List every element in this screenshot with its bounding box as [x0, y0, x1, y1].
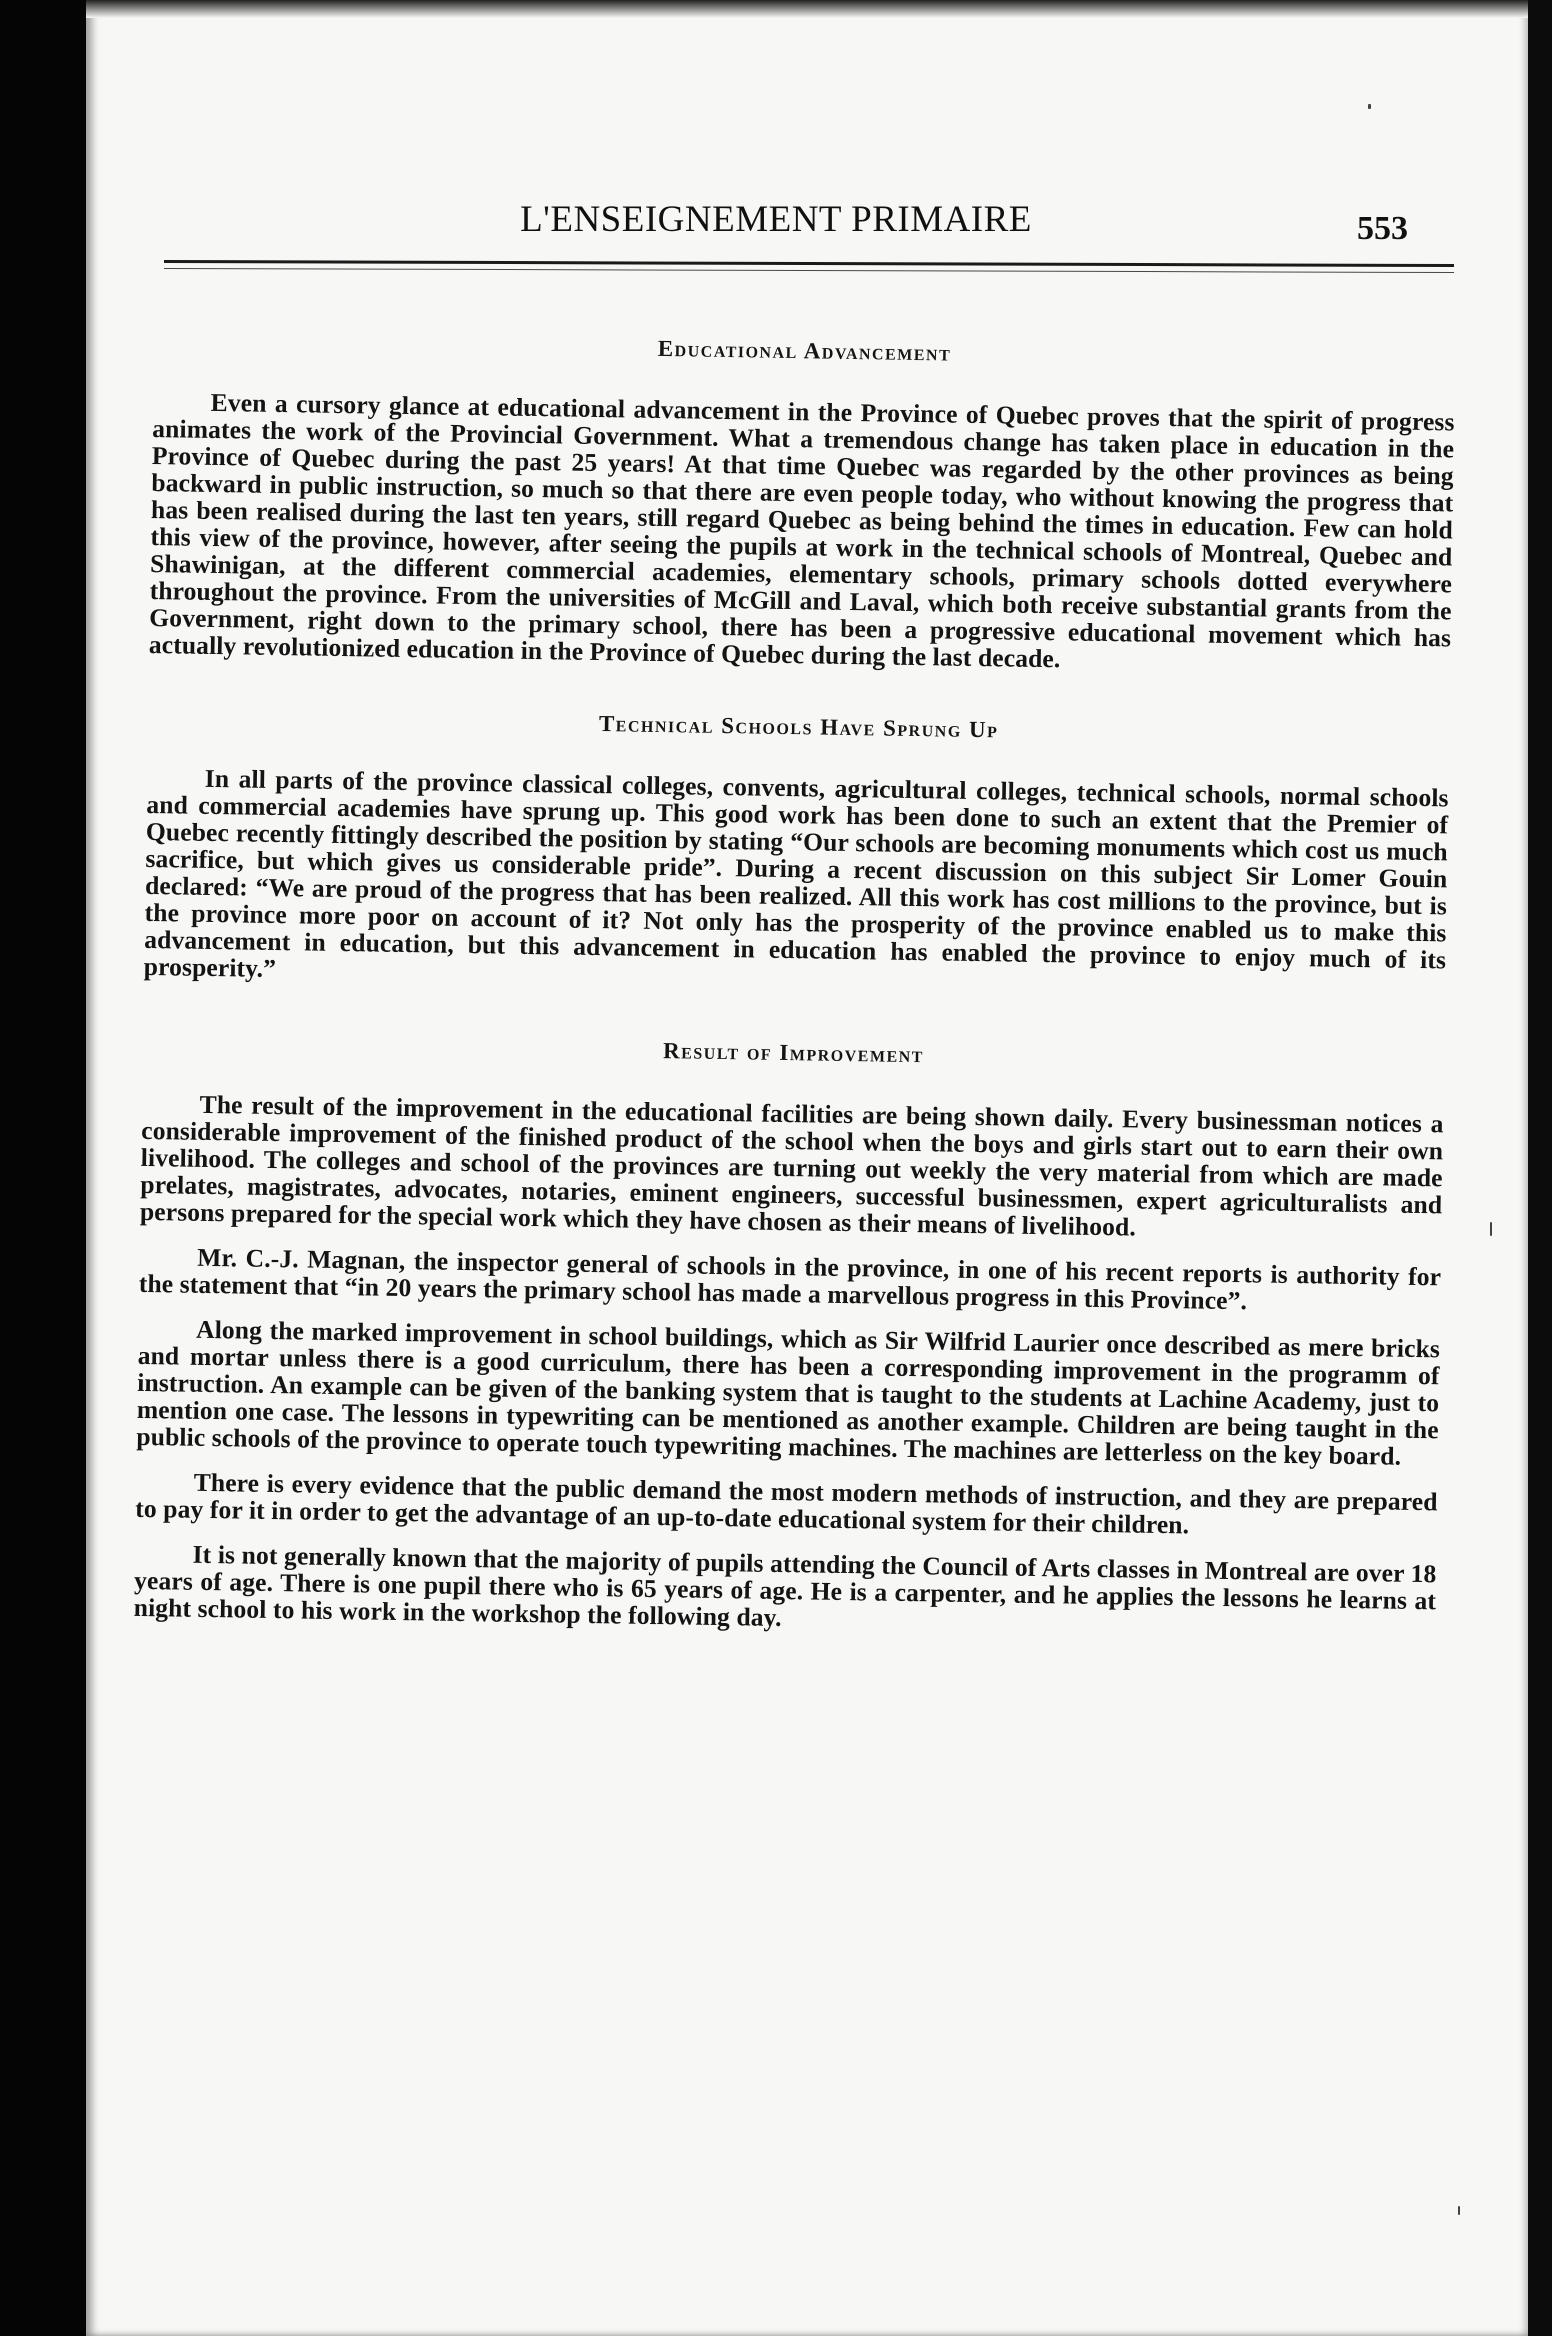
paragraph: In all parts of the province classical colleges, convents, agricultural colleges, technical schools, normal schools and commercial academies have sprung up. This good work has been done to such an extent that the Premier of Quebec recently fittingly described the position by stating “Our schools are becoming monuments which cost us much sacrifice, but which gives us considerable pride”. During a recent discussion on this subject Sir Lomer Gouin declared: “We are proud of the progress that has been realized. All this work has cost millions to the province, but is the province more poor on account of it? Not only has the prosperity of the province enabled us to make this advancement in education, but this advancement in education has enabled the province to enjoy much of its prosperity.” — [143, 763, 1449, 983]
paragraph: There is every evidence that the public demand the most modern methods of instruction, and they are prepared to pay for it in order to get the advantage of an up-to-date educational system for their children. — [135, 1467, 1438, 1540]
header-rule — [164, 260, 1454, 267]
section-heading: Educational Advancement — [657, 335, 952, 366]
header-rule-thin — [164, 268, 1454, 273]
section-heading: Technical Schools Have Sprung Up — [598, 711, 999, 743]
document-page — [86, 0, 1528, 2336]
paragraph: It is not generally known that the majority of pupils attending the Council of Arts classes in Montreal are over 18 years of age. There is one pupil there who is 65 years of age. He is a carpenter, and he applies the lessons he learns at night school to his work in the workshop the following day. — [133, 1539, 1437, 1633]
scan-speck — [1458, 2206, 1460, 2215]
scan-top-edge — [86, 0, 1528, 18]
paragraph: The result of the improvement in the educational facilities are being shown daily. Every businessman notices a considerable improvement of the finished product of the school when the boys and girls start out to earn their own livelihood. The colleges and school of the provinces are turning out weekly the very material from which are made prelates, magistrates, advocates, notaries, eminent engineers, successful businessmen, expert agriculturalists and persons prepared for the special work which they have chosen as their means of livelihood. — [139, 1089, 1444, 1242]
page-number: 553 — [1357, 210, 1408, 247]
scan-right-border — [1528, 0, 1552, 2336]
paragraph: Mr. C.-J. Magnan, the inspector general of schools in the province, in one of his recent reports is authority for the statement that “in 20 years the primary school has made a marvellous progress in this Province”. — [138, 1242, 1442, 1316]
paragraph: Even a cursory glance at educational advancement in the Province of Quebec proves that the spirit of progress animates the work of the Provincial Government. What a tremendous change has taken place in education in the Province of Quebec during the past 25 years! At that time Quebec was regarded by the other provinces as being backward in public instruction, so much so that there are even people today, who without knowing the progress that has been realised during the last ten years, still regard Quebec as being behind the times in education. Few can hold this view of the province, however, after seeing the pupils at work in the technical schools of Montreal, Quebec and Shawinigan, at the different commercial academies, elementary schools, primary schools dotted everywhere throughout the province. From the universities of McGill and Laval, which both receive substantial grants from the Government, right down to the primary school, there has been a progressive educational movement which has actually revolutionized education in the Province of Quebec during the last decade. — [148, 387, 1455, 674]
page-body — [134, 318, 1456, 1641]
scan-speck — [1490, 1222, 1492, 1236]
section-heading: Result of Improvement — [662, 1038, 925, 1068]
running-header: L'ENSEIGNEMENT PRIMAIRE — [520, 199, 1032, 240]
paragraph: Along the marked improvement in school buildings, which as Sir Wilfrid Laurier once described as mere bricks and mortar unless there is a good curriculum, there has been a corresponding improvement in the programm of instruction. An example can be given of the banking system that is taught to the students at Lachine Academy, just to mention one case. The lessons in typewriting can be mentioned as another example. Children are being taught in the public schools of the province to operate touch typewriting machines. The machines are letterless on the key board. — [136, 1314, 1441, 1471]
scan-speck — [1368, 104, 1371, 109]
scan-left-border — [0, 0, 86, 2336]
